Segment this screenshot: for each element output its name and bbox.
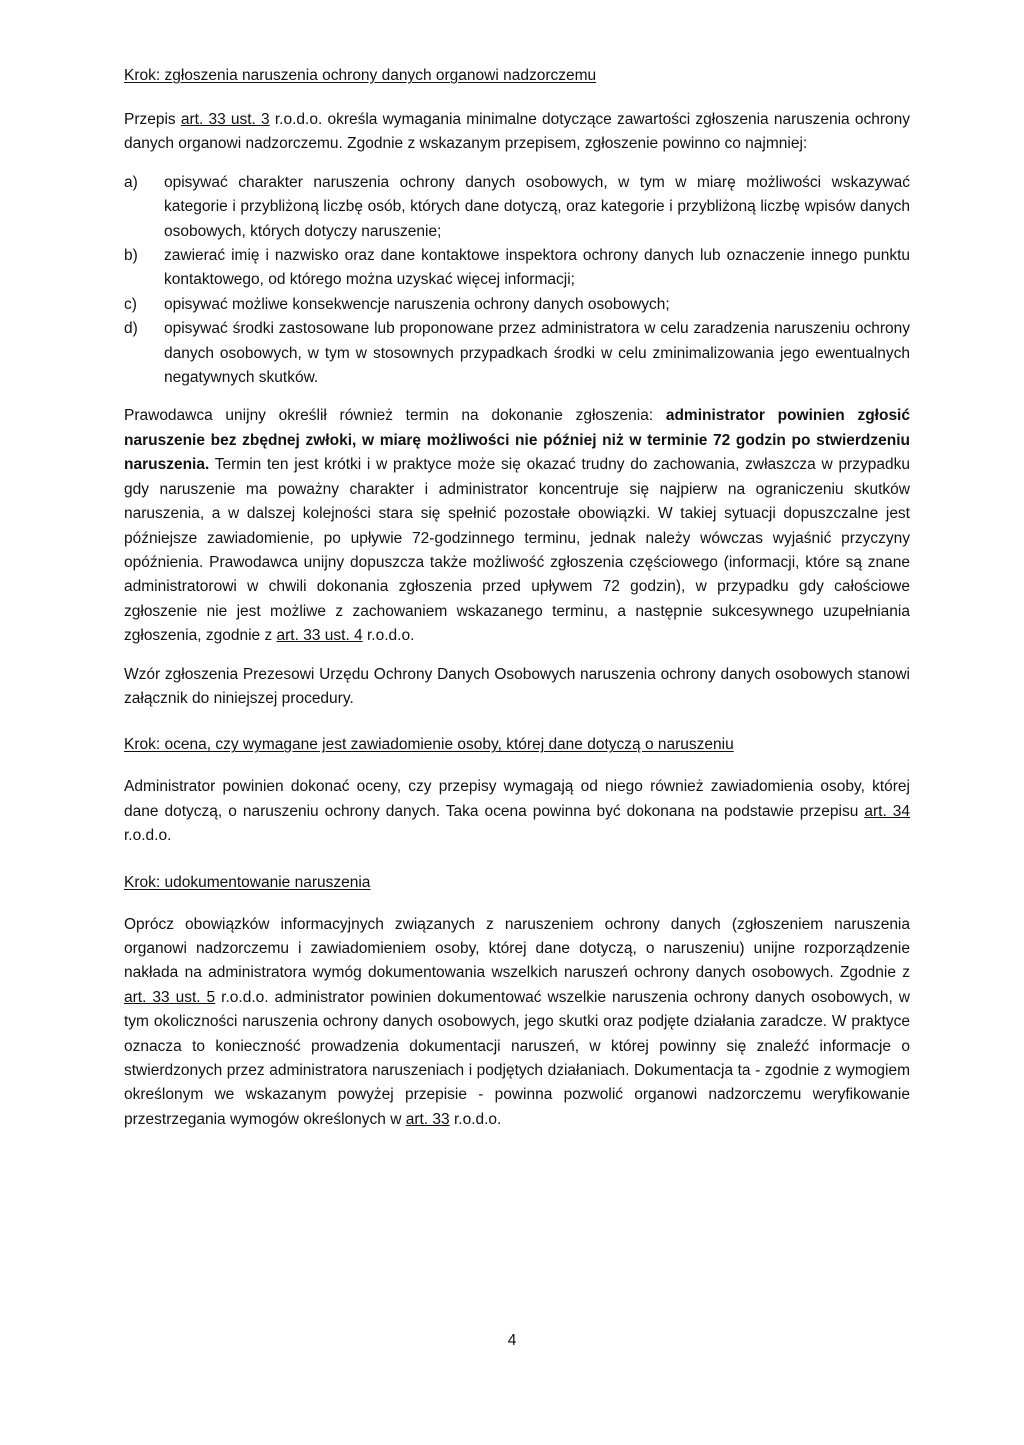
text: Przepis bbox=[124, 111, 181, 128]
section-heading-notification: Krok: zgłoszenia naruszenia ochrony danych organowi nadzorczemu bbox=[124, 67, 597, 84]
list-item-text: opisywać możliwe konsekwencje naruszenia ochrony danych osobowych; bbox=[164, 295, 670, 313]
list-item bbox=[124, 317, 910, 390]
text: r.o.d.o. bbox=[124, 827, 172, 845]
legal-reference-link[interactable]: art. 33 bbox=[405, 1110, 450, 1128]
text: Oprócz obowiązków informacyjnych związanych z naruszeniem ochrony danych (zgłoszeniem naruszenia organowi nadzorczemu i zawiadomieniem osoby, której dane dotyczą, o naruszeniu) unijne rozporządzenie nakłada na administratora wymóg dokumentowania wszelkich naruszeń ochrony danych osobowych. Zgodnie z bbox=[124, 915, 910, 982]
paragraph-assessment bbox=[124, 775, 910, 848]
legal-reference-link[interactable]: art. 34 bbox=[864, 802, 910, 820]
section-heading-assessment: Krok: ocena, czy wymagane jest zawiadomienie osoby, której dane dotyczą o naruszeniu bbox=[124, 736, 734, 754]
text: r.o.d.o. administrator powinien dokumentować wszelkie naruszenia ochrony danych osobowych, w tym okoliczności naruszenia ochrony danych osobowych, jego skutki oraz podjęte działania zaradcze. W praktyce oznacza to konieczność prowadzenia dokumentacji naruszeń, w której powinny się znaleźć informacje o stwierdzonych przez administratora naruszeniach i podjętych działaniach. Dokumentacja ta - zgodnie z wymogiem określonym we wskazanym powyżej przepisie - powinna pozwolić organowi nadzorczemu weryfikowanie przestrzegania wymogów określonych w bbox=[124, 988, 910, 1128]
list-marker: b) bbox=[124, 247, 138, 265]
list-item bbox=[124, 244, 910, 293]
text: r.o.d.o. określa wymagania minimalne dotyczące zawartości zgłoszenia naruszenia ochrony danych organowi nadzorczemu. Zgodnie z wskazanym przepisem, zgłoszenie powinno co najmniej: bbox=[124, 111, 910, 153]
section-heading-documentation: Krok: udokumentowanie naruszenia bbox=[124, 873, 371, 891]
text: r.o.d.o. bbox=[362, 627, 415, 645]
list-marker: c) bbox=[124, 295, 137, 313]
bold-text-deadline: administrator powinien zgłosić naruszenie bez zbędnej zwłoki, w miarę możliwości nie później niż w terminie 72 godzin po stwierdzeniu naruszenia. bbox=[124, 407, 910, 474]
list-marker: d) bbox=[124, 320, 138, 338]
list-marker: a) bbox=[124, 173, 138, 191]
text: Prawodawca unijny określił również termin na dokonanie zgłoszenia: bbox=[124, 407, 666, 425]
paragraph-deadline bbox=[124, 404, 910, 648]
list-item-text: zawierać imię i nazwisko oraz dane kontaktowe inspektora ochrony danych lub oznaczenie innego punktu kontaktowego, od którego można uzyskać więcej informacji; bbox=[164, 247, 910, 289]
text: r.o.d.o. bbox=[449, 1110, 502, 1128]
page-number: 4 bbox=[507, 1332, 517, 1349]
paragraph-documentation bbox=[124, 913, 910, 1133]
list-item-text: opisywać środki zastosowane lub proponowane przez administratora w celu zaradzenia naruszeniu ochrony danych osobowych, w tym w stosownych przypadkach środki w celu zminimalizowania jego ewentualnych negatywnych skutków. bbox=[164, 320, 910, 387]
legal-reference-link[interactable]: art. 33 ust. 3 bbox=[180, 111, 270, 128]
legal-reference-link[interactable]: art. 33 ust. 4 bbox=[276, 627, 363, 645]
list-item bbox=[124, 293, 910, 317]
text: Administrator powinien dokonać oceny, czy przepisy wymagają od niego również zawiadomienia osoby, której dane dotyczą, o naruszeniu ochrony danych. Taka ocena powinna być dokonana na podstawie przepisu bbox=[124, 778, 910, 820]
paragraph-requirements-intro bbox=[124, 108, 910, 157]
page-content bbox=[124, 64, 910, 1146]
list-item bbox=[124, 171, 910, 244]
requirements-list bbox=[124, 171, 910, 391]
text: Termin ten jest krótki i w praktyce może się okazać trudny do zachowania, zwłaszcza w przypadku gdy naruszenie ma poważny charakter i administrator koncentruje się najpierw na ograniczeniu skutków naruszenia, a w dalszej kolejności stara się spełnić pozostałe obowiązki. W takiej sytuacji dopuszczalne jest późniejsze zawiadomienie, po upływie 72-godzinnego terminu, jednak należy wówczas wyjaśnić przyczyny opóźnienia. Prawodawca unijny dopuszcza także możliwość zgłoszenia częściowego (informacji, które są znane administratorowi w chwili dokonania zgłoszenia przed upływem 72 godzin), w przypadku gdy całościowe zgłoszenie nie jest możliwe z zachowaniem wskazanego terminu, a następnie sukcesywnego uzupełniania zgłoszenia, zgodnie z bbox=[124, 456, 910, 645]
list-item-text: opisywać charakter naruszenia ochrony danych osobowych, w tym w miarę możliwości wskazywać kategorie i przybliżoną liczbę osób, których dane dotyczą, oraz kategorie i przybliżoną liczbę wpisów danych osobowych, których dotyczy naruszenie; bbox=[164, 173, 910, 240]
legal-reference-link[interactable]: art. 33 ust. 5 bbox=[124, 988, 216, 1006]
paragraph-template-note: Wzór zgłoszenia Prezesowi Urzędu Ochrony Danych Osobowych naruszenia ochrony danych osobowych stanowi załącznik do niniejszej procedury. bbox=[124, 665, 910, 707]
